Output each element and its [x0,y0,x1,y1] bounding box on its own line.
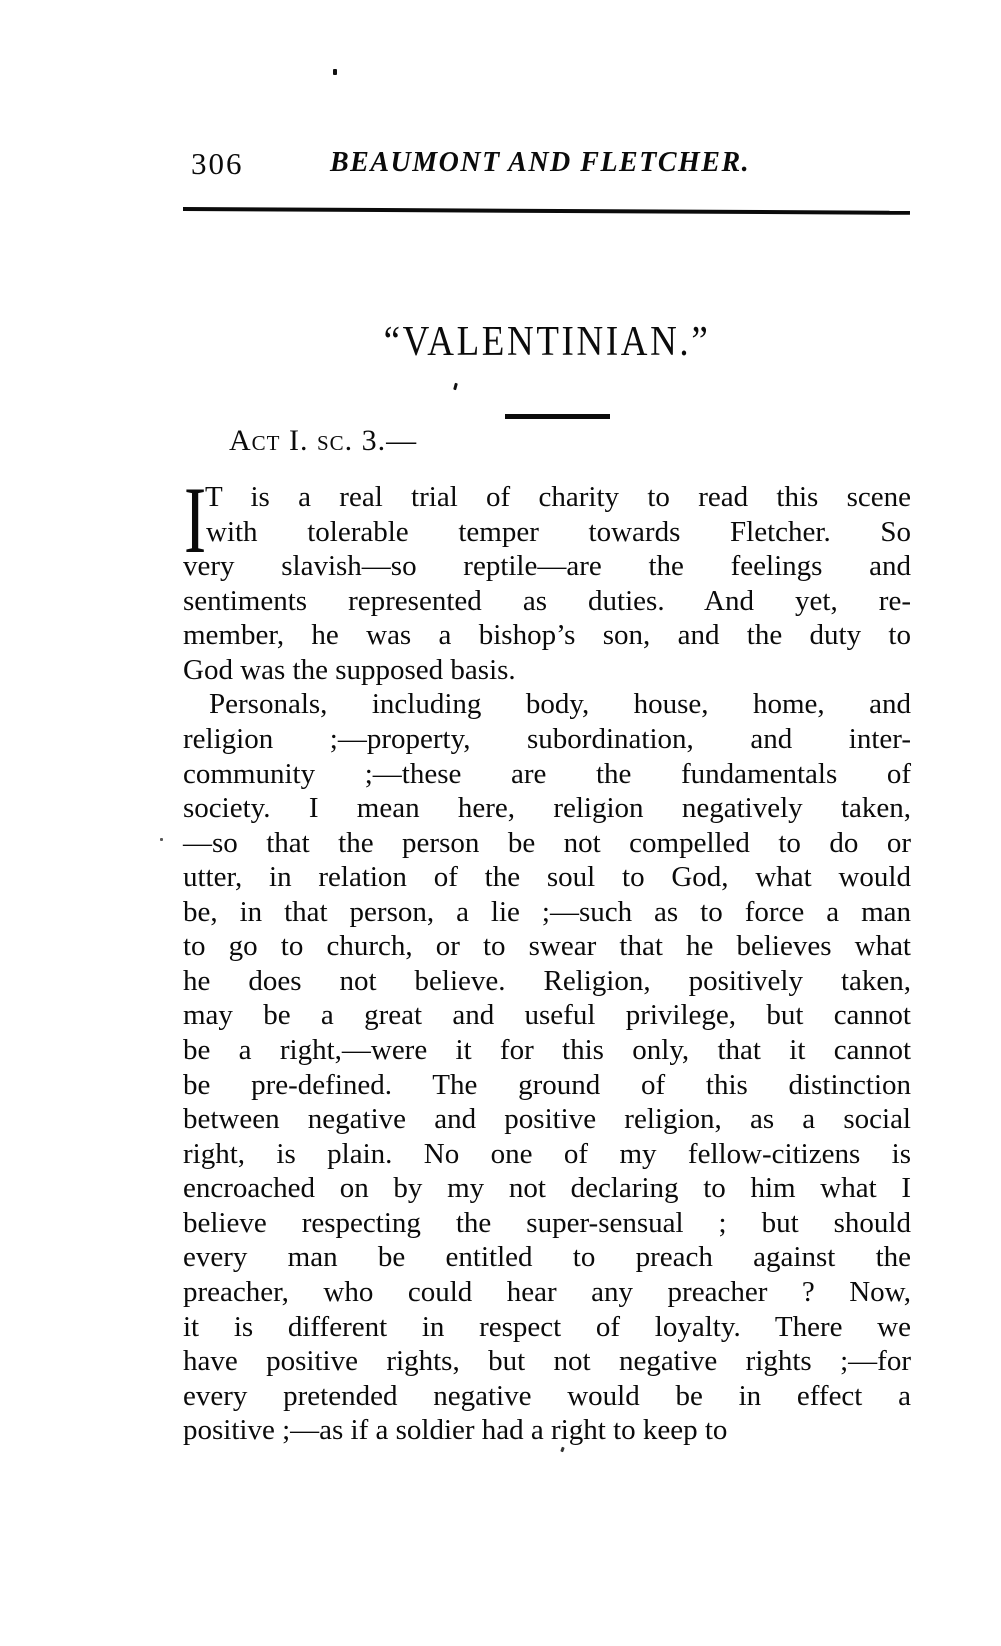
body-line: very slavish—so reptile—are the feelings and [183,550,911,583]
body-line: to go to church, or to swear that he believes what [183,930,911,963]
body-line: T is a real trial of charity to read this scene [205,481,911,513]
body-line: God was the supposed basis. [183,653,516,686]
body-line: utter, in relation of the soul to God, what would [183,861,911,894]
body-line: be pre-defined. The ground of this distinction [183,1068,911,1101]
page-title: “VALENTINIAN.” [383,319,711,365]
scan-speck [160,838,163,841]
body-line: —so that the person be not compelled to do or [183,826,911,859]
body-line: it is different in respect of loyalty. There we [183,1310,911,1343]
body-line: every man be entitled to preach against the [183,1241,911,1274]
body-line: community ;—these are the fundamentals of [183,757,911,790]
body-line: religion ;—property, subordination, and inter- [183,722,911,755]
body-line: with tolerable temper towards Fletcher. So [206,515,911,548]
body-line: Personals, including body, house, home, and [209,688,911,721]
scan-speck [333,69,337,75]
body-line: every pretended negative would be in effect a [183,1379,911,1412]
scan-speck [453,383,458,391]
body-text [183,480,911,1448]
body-line: member, he was a bishop’s son, and the duty to [183,619,911,652]
running-header: BEAUMONT AND FLETCHER. [330,147,751,178]
body-line: be, in that person, a lie ;—such as to force a man [183,895,911,928]
body-line: preacher, who could hear any preacher ? Now, [183,1275,911,1308]
body-line: have positive rights, but not negative rights ;—for [183,1345,911,1378]
body-line: sentiments represented as duties. And yet, re- [183,584,911,617]
body-line: right, is plain. No one of my fellow-citizens is [183,1137,911,1170]
header-rule [183,207,910,215]
body-line: society. I mean here, religion negatively taken, [183,792,911,825]
drop-cap: I [184,467,207,573]
body-line: believe respecting the super-sensual ; but should [183,1206,911,1239]
title-divider [505,414,610,419]
body-line: between negative and positive religion, as a social [183,1103,911,1136]
body-line: he does not believe. Religion, positively taken, [183,964,911,997]
body-line: may be a great and useful privilege, but cannot [183,999,911,1032]
page-number: 306 [191,146,244,181]
body-line: encroached on by my not declaring to him what I [183,1172,911,1205]
body-line: be a right,—were it for this only, that it cannot [183,1034,911,1066]
body-line: positive ;—as if a soldier had a right to keep to [183,1414,728,1447]
section-heading: Act I. sc. 3.— [229,424,418,457]
